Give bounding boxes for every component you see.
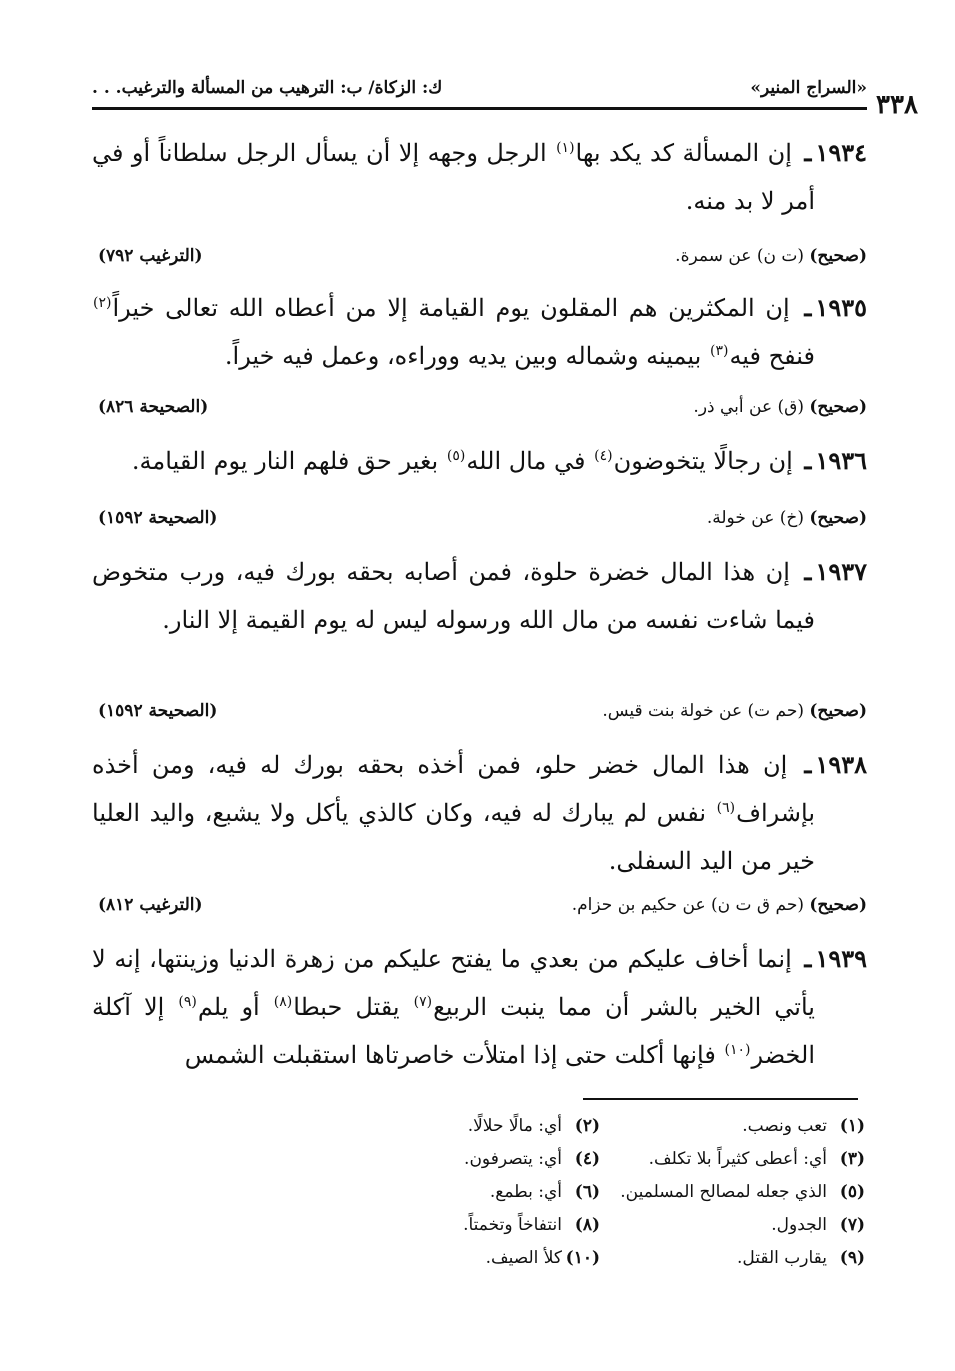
hadith-text: ١٩٣٤ـ إن المسألة كد يكد بها$^{(١)}$ الرجل وجهه إلا أن يسأل الرجل سلطاناً أو في أمر لا بد منه.: [92, 138, 867, 215]
grade-row: [92, 890, 867, 920]
hadith-entry: [92, 741, 867, 885]
hadith-entry: [92, 935, 867, 1079]
source-reference: (الصحيحة ١٥٩٢): [98, 701, 218, 721]
hadith-text: ١٩٣٩ـ إنما أخاف عليكم من بعدي ما يفتح عليكم من زهرة الدنيا وزينتها، إنه لا يأتي الخير بالشر أن مما ينبت الربيع$^{(٧)}$ يقتل حبطا$^{(٨)}$ أو يلم$^{(٩)}$ إلا آكلة الخضر$^{(١٠)}$ فإنها أكلت حتى إذا امتلأت خاصرتاها استقبلت الشمس: [92, 944, 867, 1069]
footnotes: [300, 1110, 865, 1275]
grade: (صحيح): [809, 246, 867, 266]
footnote-mark: (١): [556, 140, 575, 156]
hadith-number: ١٩٣٧: [815, 557, 867, 586]
grade-row: [92, 696, 867, 726]
hadith-number: ١٩٣٩: [815, 944, 867, 973]
grade: (صحيح): [809, 508, 867, 528]
footnote-mark: (٢): [93, 295, 112, 311]
footnote-mark: (٤): [594, 448, 613, 464]
page-number: ٣٣٨: [876, 90, 918, 120]
hadith-number: ١٩٣٤: [815, 138, 867, 167]
grade-row: [92, 241, 867, 271]
grade: (صحيح): [809, 895, 867, 915]
source-reference: (الترغيب ٧٩٢): [98, 246, 203, 266]
narrator: (حم ت) عن خولة بنت قيس.: [602, 701, 804, 721]
hadith-text: ١٩٣٥ـ إن المكثرين هم المقلون يوم القيامة إلا من أعطاه الله تعالى خيراً$^{(٢)}$ فنفح فيه$^{(٣)}$ بيمينه وشماله وبين يديه ووراءه، وعمل فيه خيراً.: [93, 293, 867, 370]
footnote-mark: (١٠): [724, 1042, 751, 1058]
source-reference: (الترغيب ٨١٢): [98, 895, 203, 915]
hadith-entry: [92, 129, 867, 225]
hadith-text: ١٩٣٨ـ إن هذا المال خضر حلو، فمن أخذه بحقه بورك له فيه، ومن أخذه بإشراف$^{(٦)}$ نفس لم يبارك له فيه، وكان كالذي يأكل ولا يشبع، واليد العليا خير من اليد السفلى.: [92, 750, 867, 875]
footnote-mark: (٥): [446, 448, 466, 464]
narrator: (ق) عن أبي ذر.: [693, 397, 804, 417]
footnote: (٤)أي: يتصرفون.: [464, 1149, 600, 1169]
source-reference: (الصحيحة ١٥٩٢): [98, 508, 218, 528]
hadith-entry: [92, 548, 867, 644]
hadith-text: ١٩٣٧ـ إن هذا المال خضرة حلوة، فمن أصابه بحقه بورك فيه، ورب متخوض فيما شاءت نفسه من مال الله ورسوله ليس له يوم القيمة إلا النار.: [92, 557, 867, 634]
footnote-mark: (٧): [413, 994, 433, 1010]
footnote-mark: (٦): [716, 800, 736, 816]
footnote-mark: (٨): [273, 994, 293, 1010]
footnote-mark: (٣): [709, 343, 729, 359]
hadith-number: ١٩٣٨: [815, 750, 867, 779]
book-title: «السراج المنير»: [750, 78, 867, 98]
narrator: (ت ن) عن سمرة.: [675, 246, 804, 266]
grade-row: [92, 503, 867, 533]
chapter-title: ك: الزكاة/ ب: الترهيب من المسألة والترغيب. . .: [92, 78, 443, 98]
footnote: (١)تعب ونصب.: [742, 1116, 865, 1136]
footnote: (٦)أي: بطمع.: [489, 1182, 600, 1202]
grade: (صحيح): [809, 701, 867, 721]
footnote-rule: [583, 1098, 858, 1100]
footnote: (١٠)كلأ الصيف.: [485, 1248, 600, 1268]
hadith-entry: [92, 437, 867, 485]
source-reference: (الصحيحة ٨٢٦): [98, 397, 209, 417]
footnote: (٨)انتفاخاً وتخمتاً.: [463, 1215, 600, 1235]
grade-row: [92, 392, 867, 422]
header-rule: [92, 107, 867, 110]
footnote: (٩)يقارب القتل.: [736, 1248, 865, 1268]
footnote-mark: (٩): [178, 994, 197, 1010]
hadith-entry: [92, 284, 867, 380]
running-header: [92, 74, 867, 102]
footnote: (٧)الجدول.: [771, 1215, 865, 1235]
hadith-number: ١٩٣٦: [815, 446, 867, 475]
footnote: (٣)أي: أعطى كثيراً بلا تكلف.: [648, 1149, 865, 1169]
hadith-text: ١٩٣٦ـ إن رجالًا يتخوضون$^{(٤)}$ في مال الله$^{(٥)}$ بغير حق فلهم النار يوم القيامة.: [131, 446, 867, 475]
footnote: (٥)الذي جعله لمصالح المسلمين.: [620, 1182, 865, 1202]
narrator: (حم ق ت ن) عن حكيم بن حزام.: [571, 895, 804, 915]
grade: (صحيح): [809, 397, 867, 417]
hadith-number: ١٩٣٥: [815, 293, 867, 322]
footnote: (٢)أي: مالًا حلالًا.: [467, 1116, 600, 1136]
narrator: (خ) عن خولة.: [706, 508, 804, 528]
